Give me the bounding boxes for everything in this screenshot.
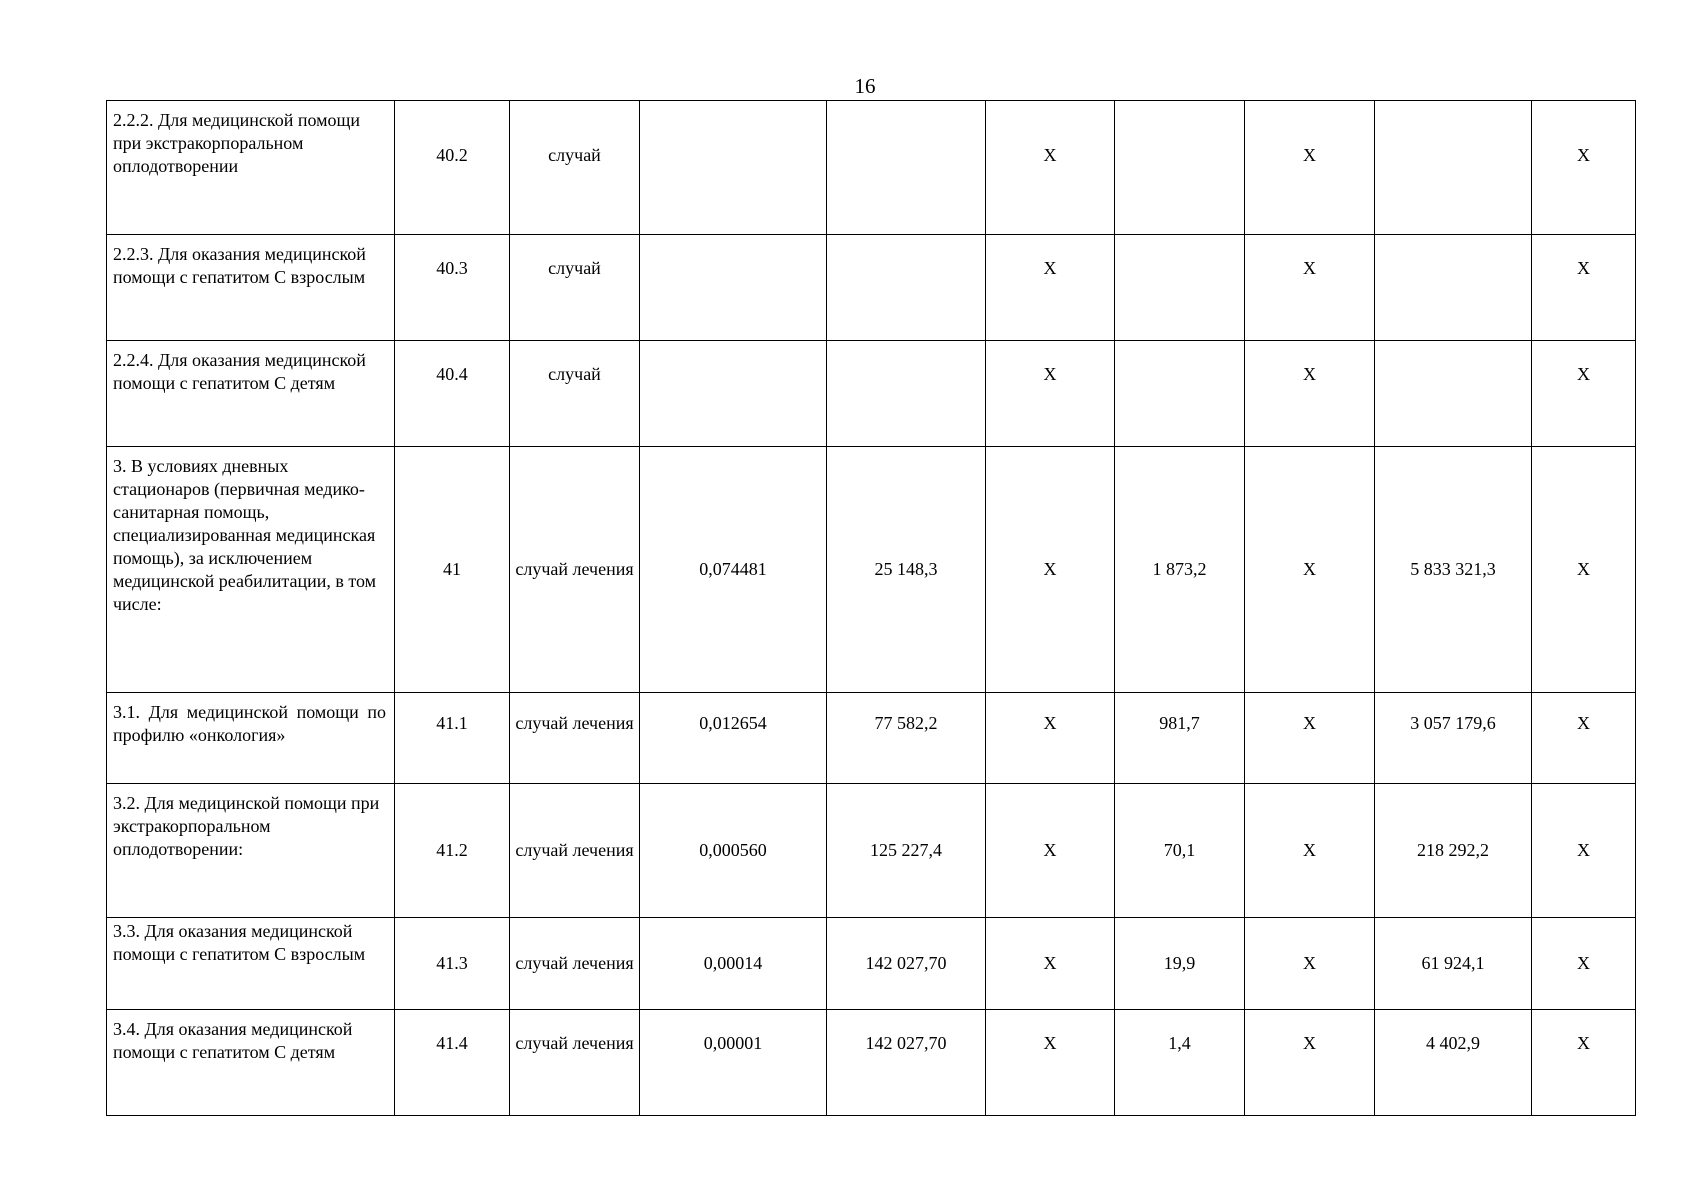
row-value-cell xyxy=(640,341,827,447)
row-code-cell: 40.2 xyxy=(395,101,510,235)
row-value-cell: 0,00001 xyxy=(640,1010,827,1116)
data-table xyxy=(106,100,1636,1116)
row-name-cell: 3.2. Для медицинской помощи при экстракорпоральном оплодотворении: xyxy=(107,784,395,918)
row-value-cell: 142 027,70 xyxy=(827,1010,986,1116)
table-row xyxy=(107,1010,1636,1116)
row-value-cell: Х xyxy=(1532,235,1636,341)
row-value-cell: Х xyxy=(986,101,1115,235)
row-value-cell: 218 292,2 xyxy=(1375,784,1532,918)
row-value-cell: 1 873,2 xyxy=(1115,447,1245,693)
row-value-cell: Х xyxy=(1245,1010,1375,1116)
row-name-cell: 3. В условиях дневных стационаров (первичная медико-санитарная помощь, специализированная медицинская помощь), за исключением медицинской реабилитации, в том числе: xyxy=(107,447,395,693)
row-name-cell: 3.1. Для медицинской помощи по профилю «онкология» xyxy=(107,693,395,784)
row-code-cell: 41.4 xyxy=(395,1010,510,1116)
row-name-cell: 2.2.4. Для оказания медицинской помощи с гепатитом С детям xyxy=(107,341,395,447)
row-unit-cell: случай лечения xyxy=(510,1010,640,1116)
row-value-cell: 0,074481 xyxy=(640,447,827,693)
row-value-cell: Х xyxy=(986,447,1115,693)
table-row xyxy=(107,918,1636,1010)
row-value-cell xyxy=(1375,235,1532,341)
table-row xyxy=(107,235,1636,341)
row-value-cell xyxy=(827,341,986,447)
row-value-cell: Х xyxy=(986,341,1115,447)
row-value-cell: Х xyxy=(1245,447,1375,693)
row-value-cell: Х xyxy=(1245,918,1375,1010)
row-value-cell: Х xyxy=(1532,693,1636,784)
row-value-cell: 19,9 xyxy=(1115,918,1245,1010)
row-value-cell: 0,000560 xyxy=(640,784,827,918)
row-value-cell: 1,4 xyxy=(1115,1010,1245,1116)
row-value-cell: Х xyxy=(1532,101,1636,235)
row-unit-cell: случай xyxy=(510,235,640,341)
row-value-cell: 5 833 321,3 xyxy=(1375,447,1532,693)
row-value-cell: 61 924,1 xyxy=(1375,918,1532,1010)
row-value-cell xyxy=(1115,341,1245,447)
row-name-cell: 3.3. Для оказания медицинской помощи с гепатитом С взрослым xyxy=(107,918,395,1010)
row-unit-cell: случай лечения xyxy=(510,447,640,693)
row-value-cell xyxy=(827,235,986,341)
row-unit-cell: случай лечения xyxy=(510,918,640,1010)
row-value-cell: Х xyxy=(1245,235,1375,341)
row-unit-cell: случай xyxy=(510,101,640,235)
row-value-cell: Х xyxy=(1245,693,1375,784)
row-value-cell: 981,7 xyxy=(1115,693,1245,784)
row-value-cell: 3 057 179,6 xyxy=(1375,693,1532,784)
row-code-cell: 41.1 xyxy=(395,693,510,784)
row-code-cell: 41.3 xyxy=(395,918,510,1010)
row-value-cell: Х xyxy=(1532,1010,1636,1116)
row-value-cell: Х xyxy=(986,1010,1115,1116)
page-number: 16 xyxy=(854,74,876,98)
row-value-cell: Х xyxy=(1532,918,1636,1010)
row-value-cell xyxy=(1115,101,1245,235)
row-value-cell: Х xyxy=(1532,341,1636,447)
row-value-cell: Х xyxy=(1245,784,1375,918)
row-value-cell: Х xyxy=(986,784,1115,918)
row-value-cell: Х xyxy=(986,235,1115,341)
table-row xyxy=(107,693,1636,784)
row-code-cell: 41 xyxy=(395,447,510,693)
row-value-cell xyxy=(1115,235,1245,341)
row-unit-cell: случай лечения xyxy=(510,784,640,918)
row-code-cell: 40.4 xyxy=(395,341,510,447)
row-value-cell: Х xyxy=(986,693,1115,784)
row-value-cell xyxy=(1375,101,1532,235)
row-value-cell: Х xyxy=(986,918,1115,1010)
row-unit-cell: случай лечения xyxy=(510,693,640,784)
row-unit-cell: случай xyxy=(510,341,640,447)
row-value-cell: 125 227,4 xyxy=(827,784,986,918)
row-value-cell xyxy=(640,101,827,235)
row-value-cell: 77 582,2 xyxy=(827,693,986,784)
row-name-cell: 2.2.2. Для медицинской помощи при экстракорпоральном оплодотворении xyxy=(107,101,395,235)
table-row xyxy=(107,784,1636,918)
table-row xyxy=(107,447,1636,693)
row-value-cell: 70,1 xyxy=(1115,784,1245,918)
table-row xyxy=(107,101,1636,235)
row-value-cell: 0,012654 xyxy=(640,693,827,784)
row-value-cell xyxy=(640,235,827,341)
row-value-cell xyxy=(827,101,986,235)
row-value-cell: Х xyxy=(1245,341,1375,447)
row-name-cell: 3.4. Для оказания медицинской помощи с гепатитом С детям xyxy=(107,1010,395,1116)
row-value-cell: 142 027,70 xyxy=(827,918,986,1010)
row-value-cell: Х xyxy=(1245,101,1375,235)
row-value-cell: 25 148,3 xyxy=(827,447,986,693)
row-code-cell: 40.3 xyxy=(395,235,510,341)
row-value-cell: 0,00014 xyxy=(640,918,827,1010)
row-value-cell: Х xyxy=(1532,784,1636,918)
row-code-cell: 41.2 xyxy=(395,784,510,918)
row-value-cell: Х xyxy=(1532,447,1636,693)
table-row xyxy=(107,341,1636,447)
row-value-cell: 4 402,9 xyxy=(1375,1010,1532,1116)
row-value-cell xyxy=(1375,341,1532,447)
row-name-cell: 2.2.3. Для оказания медицинской помощи с гепатитом С взрослым xyxy=(107,235,395,341)
